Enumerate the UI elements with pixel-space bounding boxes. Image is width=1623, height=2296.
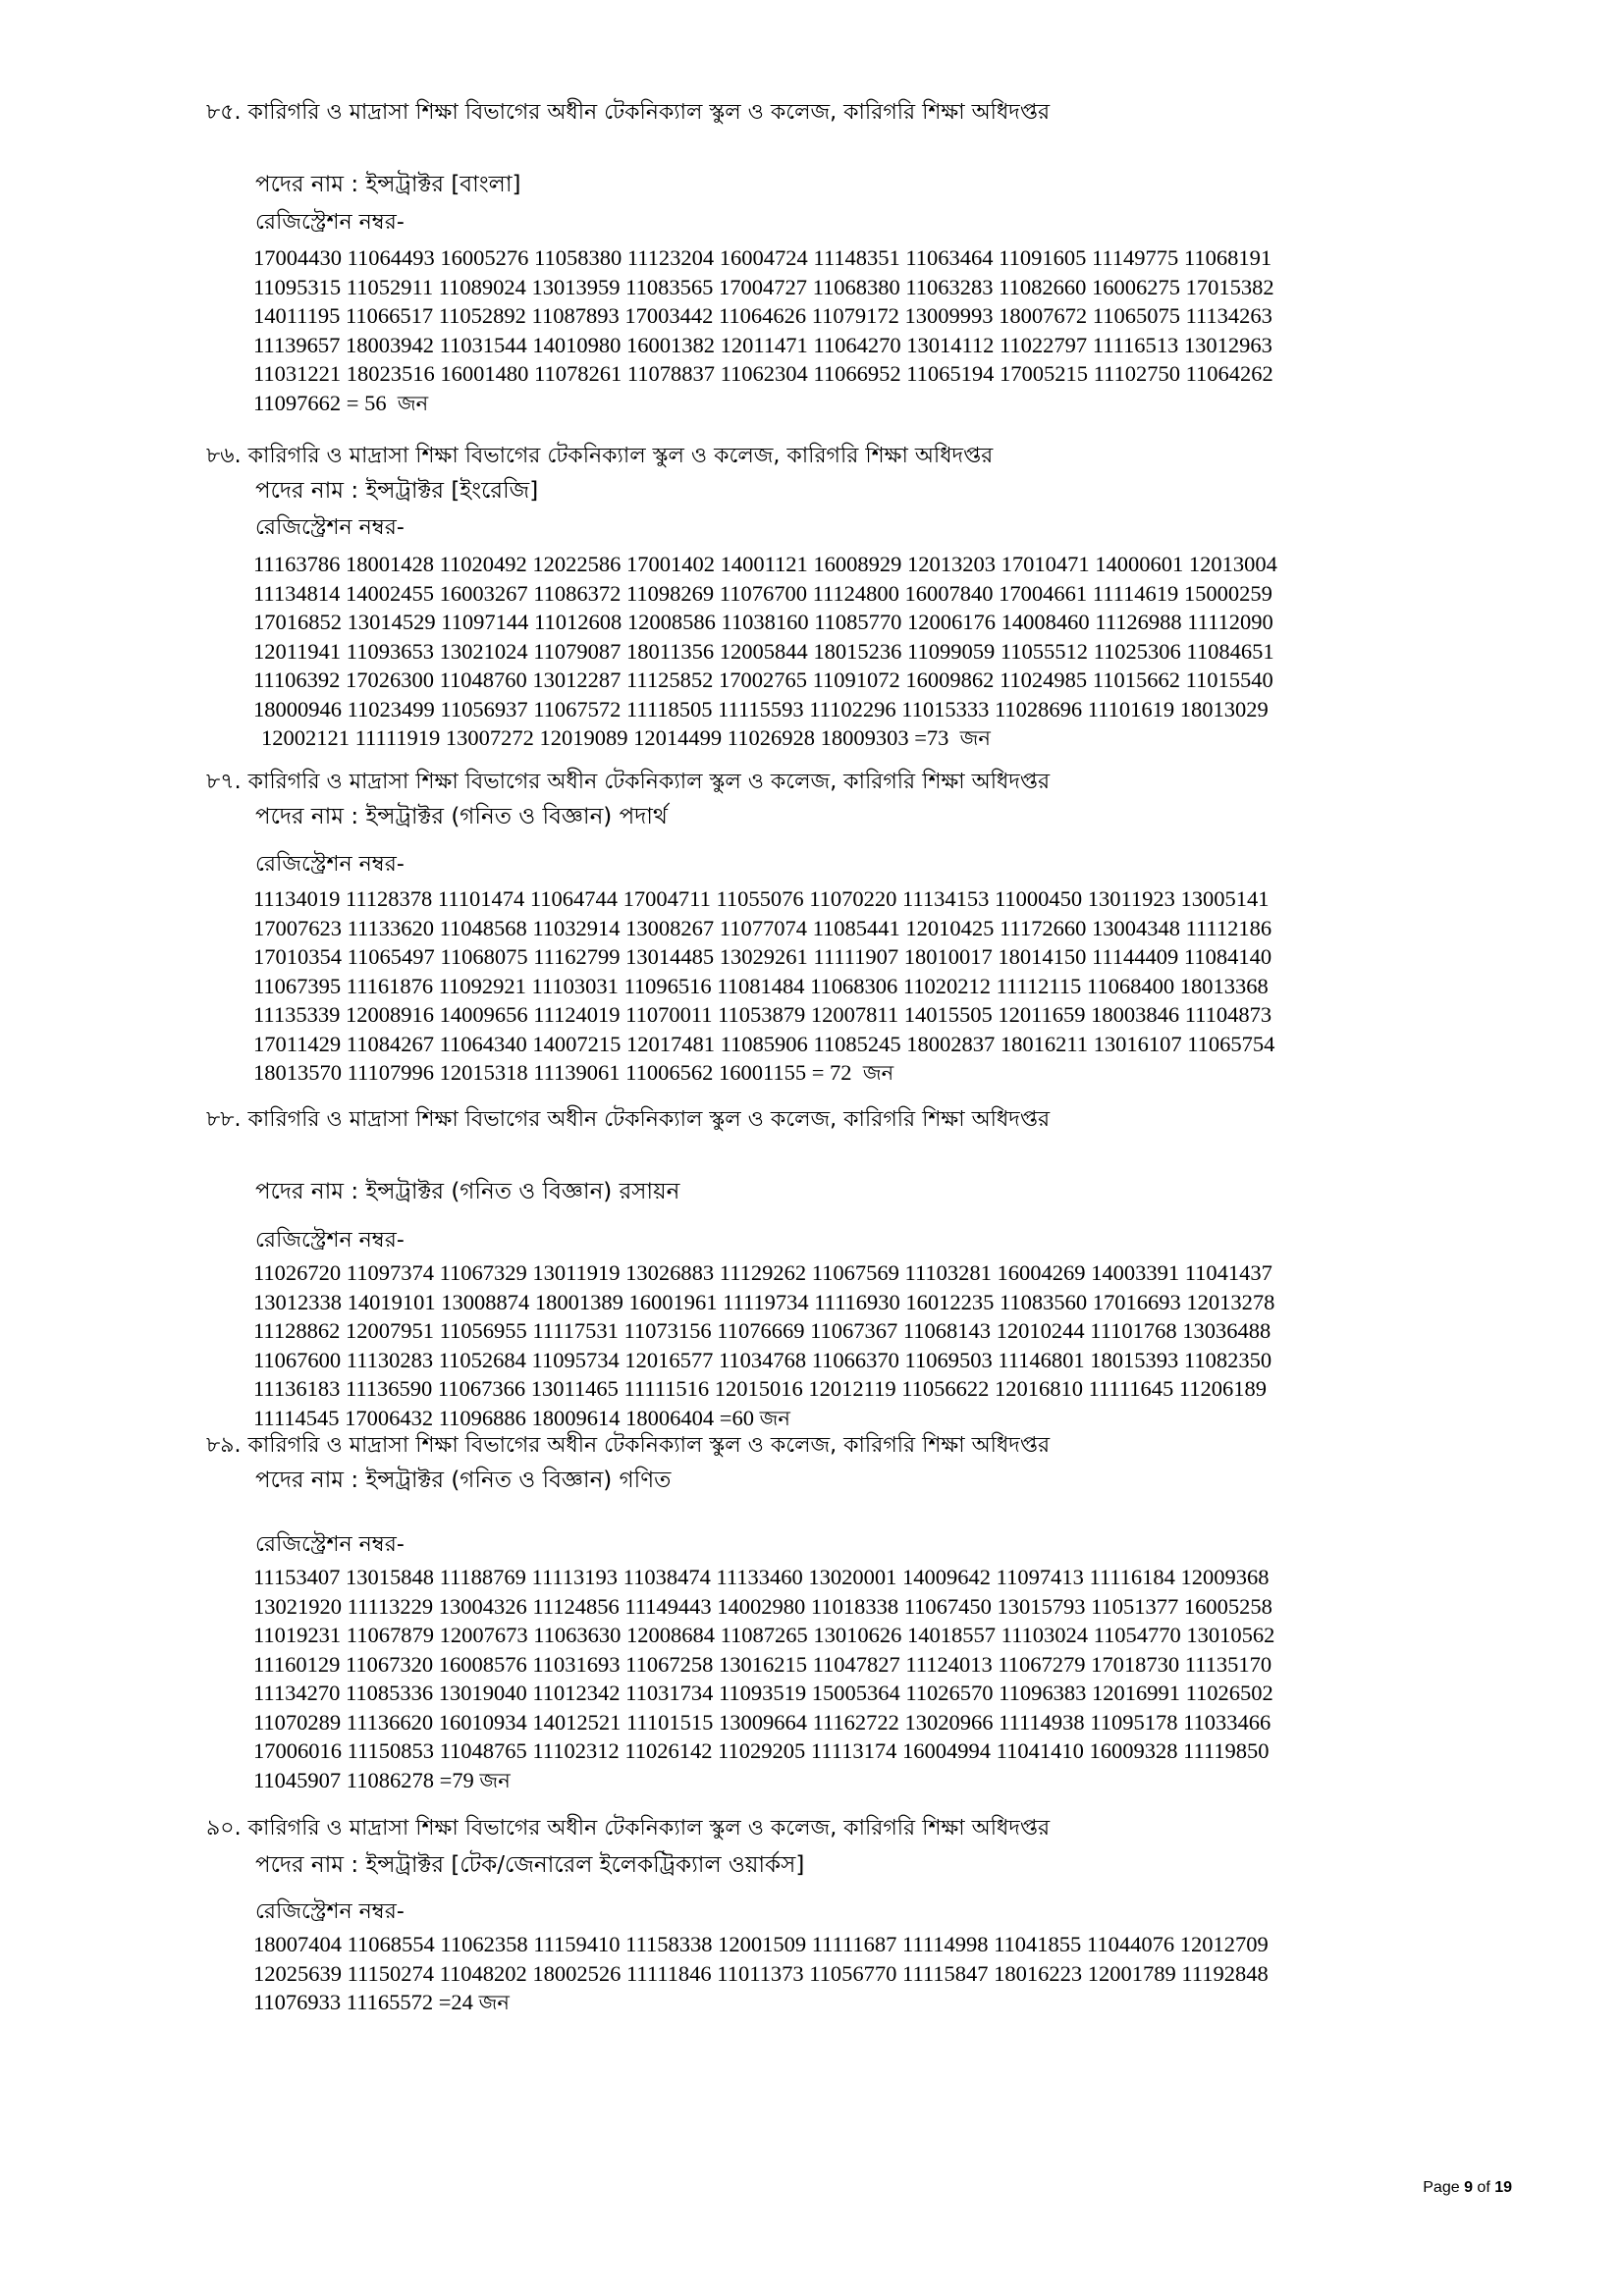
page-prefix: Page	[1423, 2179, 1465, 2196]
person-count-unit: জন	[479, 1768, 511, 1792]
number-line: 17004430 11064493 16005276 11058380 11123204 16004724 11148351 11063464 11091605 11149775 11068191	[253, 245, 1272, 270]
section-heading: ৮৫. কারিগরি ও মাদ্রাসা শিক্ষা বিভাগের অধীন টেকনিক্যাল স্কুল ও কলেজ, কারিগরি শিক্ষা অধিদপ্তর	[206, 100, 1051, 125]
page-total: 19	[1494, 2179, 1512, 2196]
number-line: 17006016 11150853 11048765 11102312 11026142 11029205 11113174 16004994 11041410 16009328 11119850	[253, 1738, 1270, 1763]
number-line-last	[253, 1404, 1481, 1434]
section-heading: ৮৬. কারিগরি ও মাদ্রাসা শিক্ষা বিভাগের টেকনিক্যাল স্কুল ও কলেজ, কারিগরি শিক্ষা অধিদপ্তর	[206, 444, 994, 468]
person-count-unit: জন	[862, 1061, 894, 1085]
registration-numbers	[253, 243, 1481, 418]
number-line: 18000946 11023499 11056937 11067572 11118505 11115593 11102296 11015333 11028696 11101619 18013029	[253, 696, 1269, 721]
registration-numbers	[253, 550, 1481, 754]
number-line: 11134814 14002455 16003267 11086372 11098269 11076700 11124800 16007840 17004661 11114619 15000259	[253, 580, 1272, 606]
number-line-last	[253, 389, 1481, 419]
person-count-unit: জন	[397, 391, 429, 415]
last-numbers-total: 18013570 11107996 12015318 11139061 11006562 16001155 = 72	[253, 1060, 852, 1085]
number-line: 11163786 18001428 11020492 12022586 17001402 14001121 16008929 12013203 17010471 14000601 12013004	[253, 552, 1277, 576]
number-line: 17016852 13014529 11097144 11012608 12008586 11038160 11085770 12006176 14008460 11126988 11112090	[253, 610, 1273, 634]
number-line-last	[261, 723, 1481, 754]
last-numbers-total: 11076933 11165572 =24	[253, 1990, 473, 2014]
number-line: 11070289 11136620 16010934 14012521 11101515 13009664 11162722 13020966 11114938 11095178 11033466	[253, 1709, 1271, 1735]
number-line: 14011195 11066517 11052892 11087893 17003442 11064626 11079172 13009993 18007672 11065075 11134263	[253, 303, 1272, 328]
number-line: 11067395 11161876 11092921 11103031 11096516 11081484 11068306 11020212 11112115 11068400 18013368	[253, 973, 1269, 998]
number-line: 17007623 11133620 11048568 11032914 13008267 11077074 11085441 12010425 11172660 13004348 11112186	[253, 915, 1272, 940]
number-line: 13012338 14019101 13008874 18001389 16001961 11119734 11116930 16012235 11083560 17016693 12013278	[253, 1289, 1275, 1314]
number-line: 11128862 12007951 11056955 11117531 11073156 11076669 11067367 11068143 12010244 11101768 13036488	[253, 1318, 1271, 1343]
registration-label: রেজিস্ট্রেশন নম্বর-	[255, 1228, 405, 1253]
registration-label: রেজিস্ট্রেশন নম্বর-	[255, 1899, 405, 1924]
post-name: পদের নাম : ইন্সট্রাক্টর [বাংলা]	[255, 172, 521, 197]
number-line: 12011941 11093653 13021024 11079087 18011356 12005844 18015236 11099059 11055512 11025306 11084651	[253, 638, 1274, 664]
number-line: 11067600 11130283 11052684 11095734 12016577 11034768 11066370 11069503 11146801 18015393 11082350	[253, 1347, 1272, 1372]
section-89	[206, 1431, 1483, 1795]
registration-label: রেজিস্ট্রেশন নম্বর-	[255, 852, 405, 877]
last-numbers-total: 11045907 11086278 =79	[253, 1767, 474, 1792]
person-count-unit: জন	[959, 726, 991, 750]
number-line: 11106392 17026300 11048760 13012287 11125852 17002765 11091072 16009862 11024985 11015662 11015540	[253, 667, 1273, 692]
page-of: of	[1472, 2179, 1495, 2196]
registration-label: রেজিস্ট্রেশন নম্বর-	[255, 1532, 405, 1557]
section-85	[206, 98, 1483, 418]
section-heading: ৯০. কারিগরি ও মাদ্রাসা শিক্ষা বিভাগের অধীন টেকনিক্যাল স্কুল ও কলেজ, কারিগরি শিক্ষা অধিদপ্তর	[206, 1816, 1051, 1841]
number-line: 11135339 12008916 14009656 11124019 11070011 11053879 12007811 14015505 12011659 18003846 11104873	[253, 1002, 1272, 1027]
last-numbers-total: 11097662 = 56	[253, 390, 387, 415]
number-line-last	[253, 1988, 1481, 2018]
number-line: 17010354 11065497 11068075 11162799 13014485 13029261 11111907 18010017 18014150 11144409 11084140	[253, 944, 1272, 969]
number-line: 11153407 13015848 11188769 11113193 11038474 11133460 13020001 14009642 11097413 11116184 12009368	[253, 1565, 1270, 1589]
number-line: 18007404 11068554 11062358 11159410 11158338 12001509 11111687 11114998 11041855 11044076 12012709	[253, 1932, 1269, 1956]
section-88	[206, 1105, 1483, 1433]
person-count-unit: জন	[478, 1991, 510, 2014]
last-numbers-total: 11114545 17006432 11096886 18009614 18006404 =60	[253, 1405, 754, 1430]
number-line-last	[253, 1058, 1481, 1089]
registration-label: রেজিস্ট্রেশন নম্বর-	[255, 210, 405, 235]
number-line: 11134270 11085336 13019040 11012342 11031734 11093519 15005364 11026570 11096383 12016991 11026502	[253, 1681, 1273, 1705]
number-line: 11134019 11128378 11101474 11064744 17004711 11055076 11070220 11134153 11000450 13011923 13005141	[253, 886, 1270, 911]
number-line: 13021920 11113229 13004326 11124856 11149443 14002980 11018338 11067450 13015793 11051377 16005258	[253, 1593, 1272, 1619]
section-90	[206, 1814, 1483, 2018]
post-name: পদের নাম : ইন্সট্রাক্টর (গনিত ও বিজ্ঞান) গণিত	[255, 1468, 672, 1493]
page-number	[1423, 2179, 1512, 2197]
registration-numbers	[253, 884, 1481, 1089]
number-line: 12025639 11150274 11048202 18002526 11111846 11011373 11056770 11115847 18016223 12001789 11192848	[253, 1960, 1269, 1986]
number-line: 17011429 11084267 11064340 14007215 12017481 11085906 11085245 18002837 18016211 13016107 11065754	[253, 1031, 1275, 1056]
number-line: 11139657 18003942 11031544 14010980 16001382 12011471 11064270 13014112 11022797 11116513 13012963	[253, 332, 1272, 357]
page-current: 9	[1464, 2179, 1473, 2196]
post-name: পদের নাম : ইন্সট্রাক্টর [টেক/জেনারেল ইলেকট্রিক্যাল ওয়ার্কস]	[255, 1852, 805, 1878]
post-name: পদের নাম : ইন্সট্রাক্টর [ইংরেজি]	[255, 478, 539, 504]
section-heading: ৮৭. কারিগরি ও মাদ্রাসা শিক্ষা বিভাগের অধীন টেকনিক্যাল স্কুল ও কলেজ, কারিগরি শিক্ষা অধিদপ্তর	[206, 770, 1051, 794]
section-87	[206, 768, 1483, 1089]
post-name: পদের নাম : ইন্সট্রাক্টর (গনিত ও বিজ্ঞান) রসায়ন	[255, 1179, 680, 1204]
section-heading: ৮৯. কারিগরি ও মাদ্রাসা শিক্ষা বিভাগের অধীন টেকনিক্যাল স্কুল ও কলেজ, কারিগরি শিক্ষা অধিদপ্তর	[206, 1433, 1051, 1458]
number-line: 11019231 11067879 12007673 11063630 12008684 11087265 13010626 14018557 11103024 11054770 13010562	[253, 1623, 1275, 1647]
number-line: 11095315 11052911 11089024 13013959 11083565 17004727 11068380 11063283 11082660 16006275 17015382	[253, 274, 1274, 299]
registration-numbers	[253, 1930, 1481, 2018]
number-line: 11031221 18023516 16001480 11078261 11078837 11062304 11066952 11065194 17005215 11102750 11064262	[253, 361, 1273, 386]
registration-numbers	[253, 1258, 1481, 1433]
number-line: 11160129 11067320 16008576 11031693 11067258 13016215 11047827 11124013 11067279 17018730 11135170	[253, 1651, 1272, 1677]
section-heading: ৮৮. কারিগরি ও মাদ্রাসা শিক্ষা বিভাগের অধীন টেকনিক্যাল স্কুল ও কলেজ, কারিগরি শিক্ষা অধিদপ্তর	[206, 1107, 1051, 1132]
registration-numbers	[253, 1563, 1481, 1795]
section-86	[206, 442, 1483, 754]
person-count-unit: জন	[759, 1406, 790, 1430]
registration-label: রেজিস্ট্রেশন নম্বর-	[255, 515, 405, 540]
last-numbers-total: 12002121 11111919 13007272 12019089 12014499 11026928 18009303 =73	[261, 725, 949, 750]
post-name: পদের নাম : ইন্সট্রাক্টর (গনিত ও বিজ্ঞান) পদার্থ	[255, 804, 668, 829]
number-line-last	[253, 1766, 1481, 1796]
number-line: 11026720 11097374 11067329 13011919 13026883 11129262 11067569 11103281 16004269 14003391 11041437	[253, 1260, 1272, 1285]
number-line: 11136183 11136590 11067366 13011465 11111516 12015016 12012119 11056622 12016810 11111645 11206189	[253, 1376, 1268, 1401]
